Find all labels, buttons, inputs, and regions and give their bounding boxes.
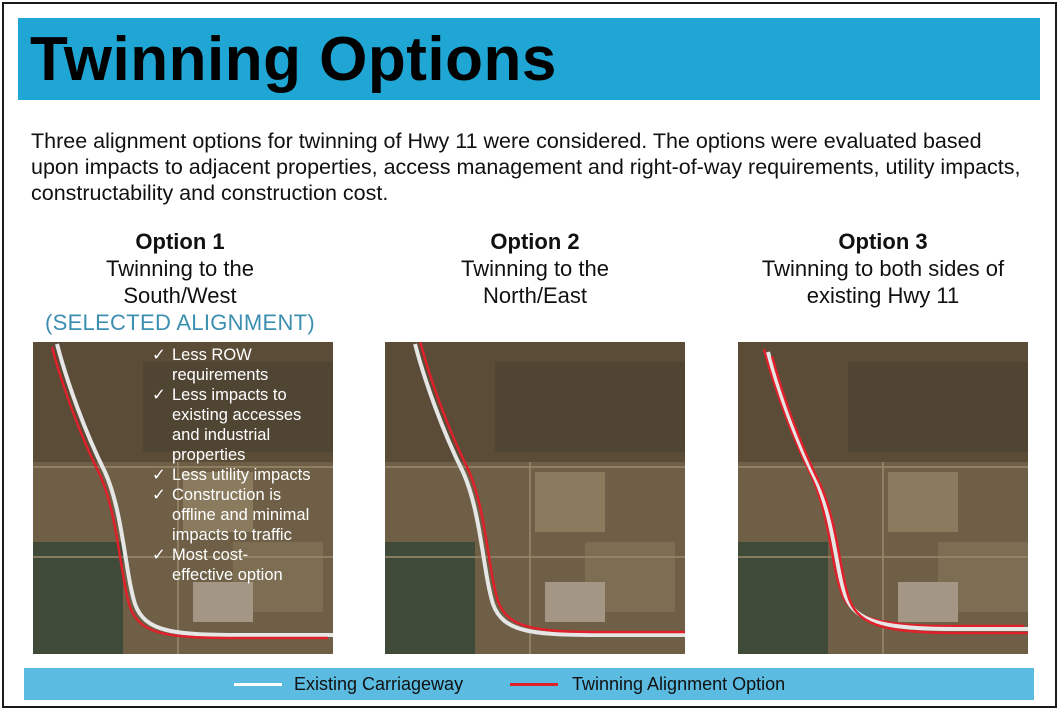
checkmark-icon: ✓ (152, 346, 166, 364)
checkmark-icon: ✓ (152, 386, 166, 404)
benefit-item: ✓ Less utility impacts (152, 466, 311, 484)
option-3-desc-line1: Twinning to both sides of (761, 256, 1005, 281)
benefit-item: ✓ Less ROW requirements (152, 346, 269, 384)
option-3-label: Option 3 (838, 229, 928, 254)
existing-carriageway-swatch (234, 683, 282, 686)
option-3-aerial-map (738, 342, 1038, 654)
checkmark-icon: ✓ (152, 466, 166, 484)
legend-existing-label: Existing Carriageway (294, 674, 464, 694)
option-2-label: Option 2 (490, 229, 580, 254)
option-3-heading (713, 228, 1053, 309)
option-2-desc-line1: Twinning to the (461, 256, 609, 281)
checkmark-icon: ✓ (152, 486, 166, 504)
option-3-desc-line2: existing Hwy 11 (806, 283, 960, 308)
option-1-desc-line1: Twinning to the (106, 256, 254, 281)
twinning-alignment-swatch (510, 683, 558, 686)
option-2-desc-line2: North/East (483, 283, 587, 308)
legend-twinning-label: Twinning Alignment Option (572, 674, 786, 694)
page-title: Twinning Options (30, 25, 557, 94)
option-2-aerial-map (385, 342, 685, 654)
option-2-heading (375, 228, 695, 309)
checkmark-icon: ✓ (152, 546, 166, 564)
title-bar (18, 18, 1040, 100)
option-1-heading (20, 228, 340, 336)
option-1-desc-line2: South/West (123, 283, 237, 308)
benefit-item: ✓ Less impacts to existing accesses and industrial properties (152, 386, 302, 464)
option-1-benefits-list (150, 345, 335, 585)
option-1-label: Option 1 (135, 229, 225, 254)
benefit-item: ✓ Construction is offline and minimal impacts to traffic (152, 486, 310, 544)
option-1-selected-badge: (SELECTED ALIGNMENT) (44, 310, 316, 335)
benefit-item: ✓ Most cost- effective option (152, 546, 283, 584)
legend-bar (24, 668, 1034, 700)
intro-paragraph: Three alignment options for twinning of Hwy 11 were considered. The options were evaluated based upon impacts to adjacent properties, access management and right-of-way requirements, utility impacts, constructability and construction cost. (31, 129, 1021, 205)
